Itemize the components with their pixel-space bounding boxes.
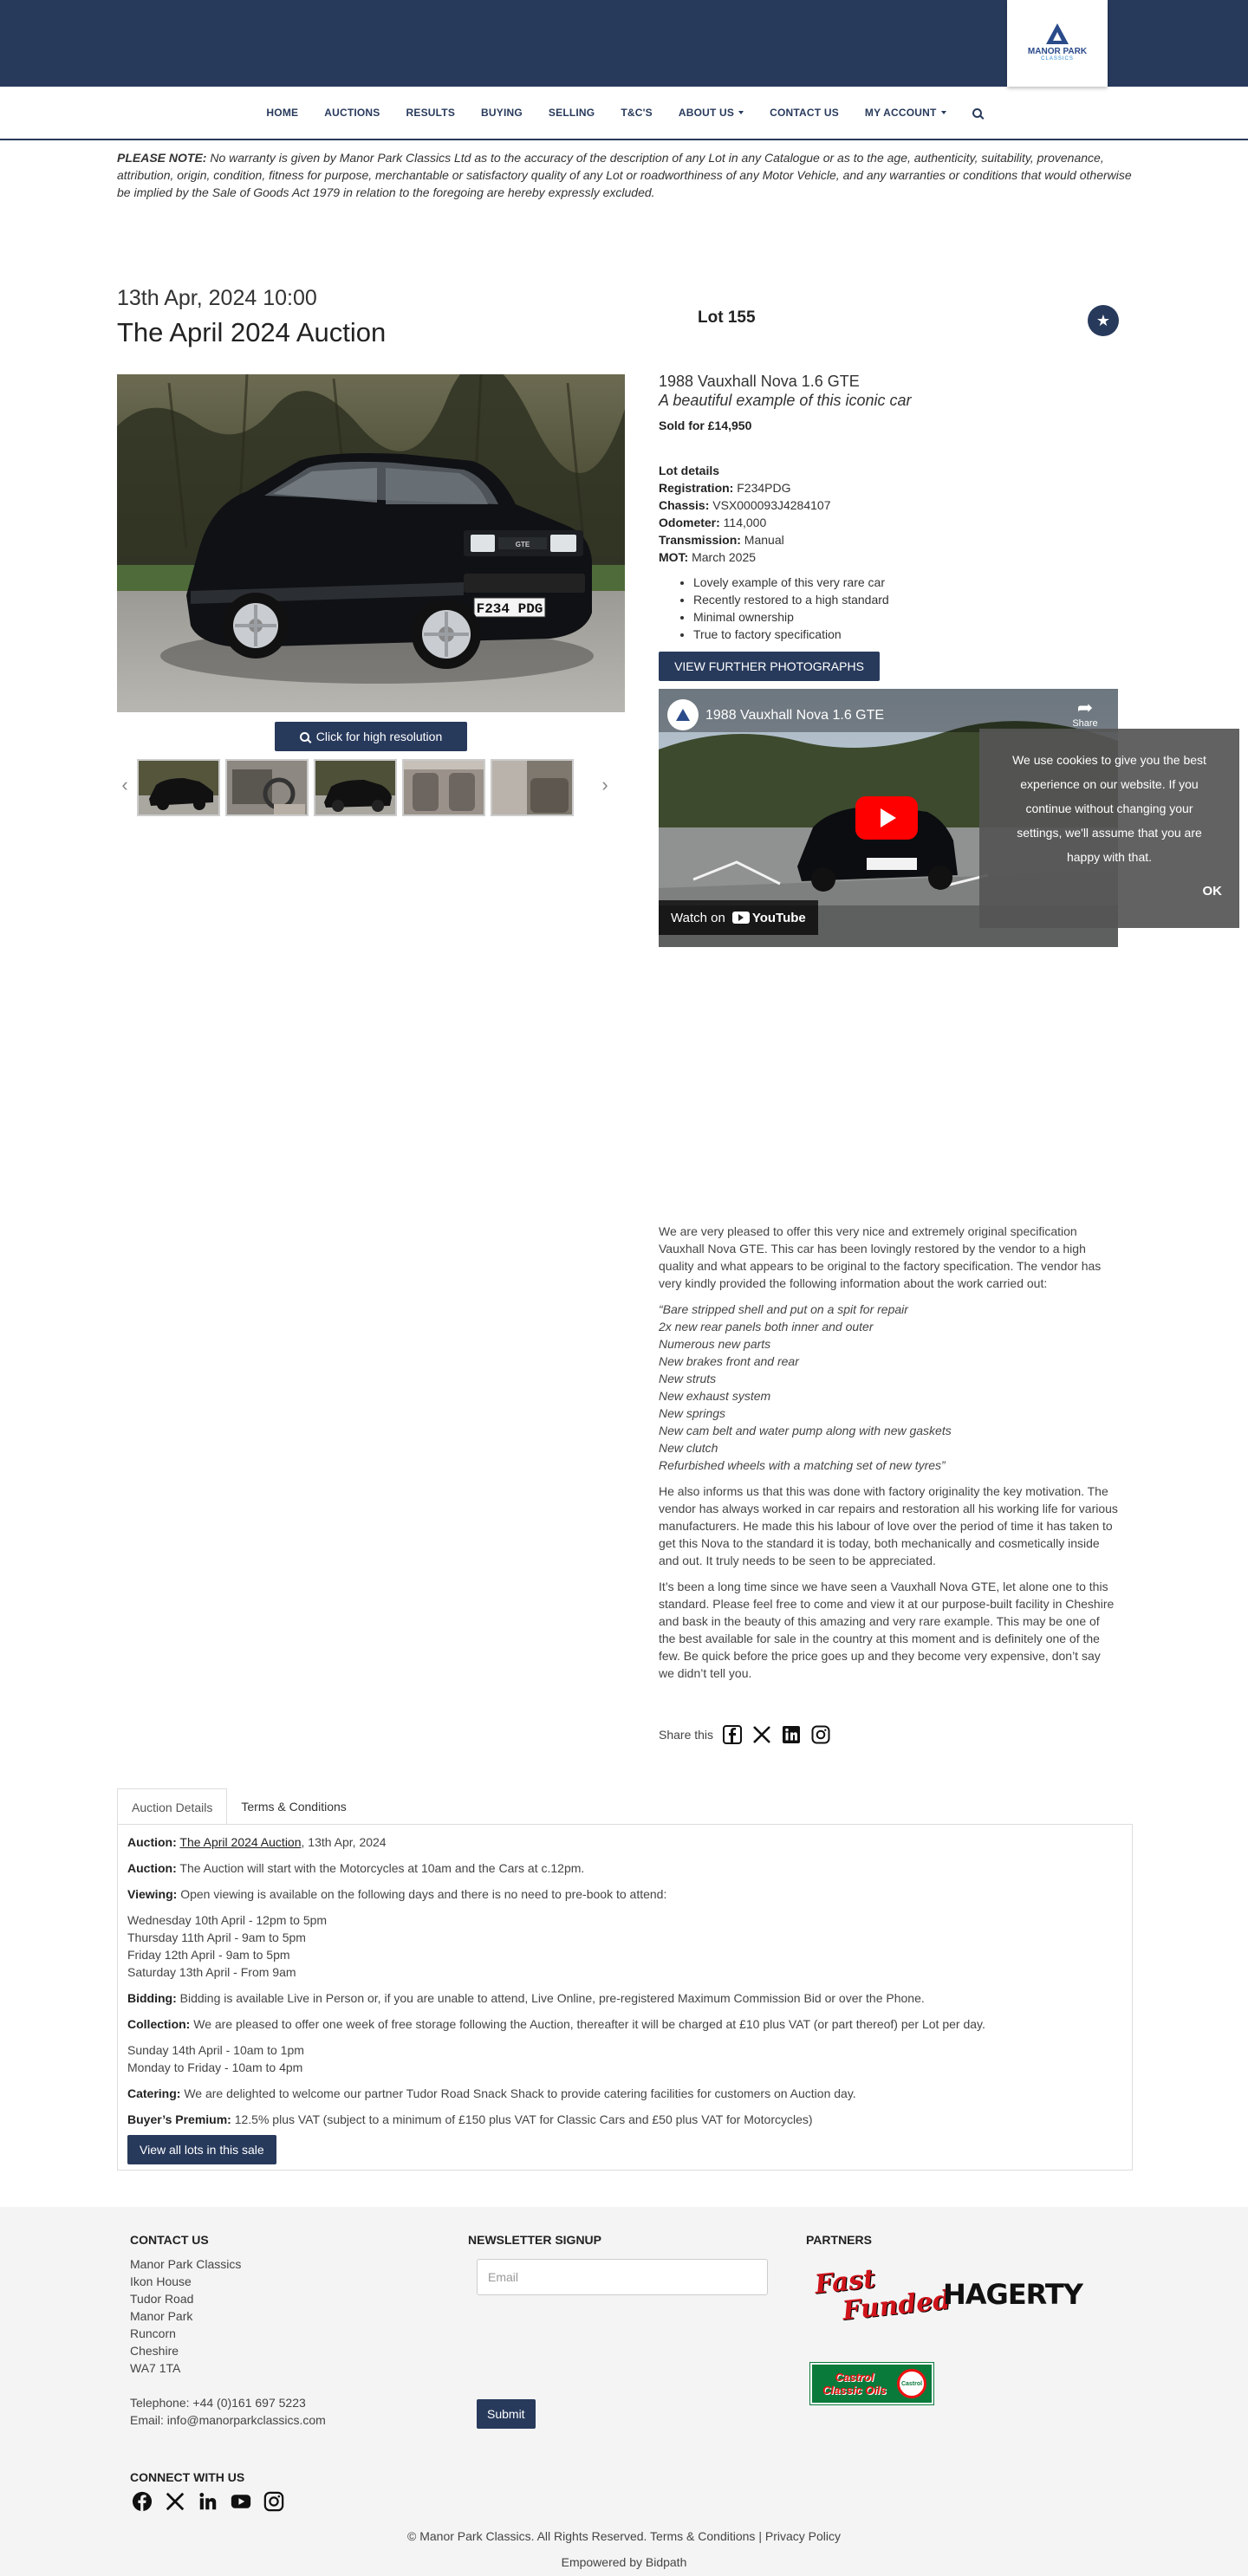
nav-contact-us[interactable] [757,107,852,119]
detail-label: Transmission: [659,533,741,547]
thumbnail-image[interactable] [402,759,485,816]
search-icon [300,732,309,742]
thumbnail-strip [137,759,595,820]
address-line: Runcorn [130,2326,176,2340]
partner-logo-text: Classic Oils [822,2384,887,2397]
play-icon [881,808,896,827]
castrol-badge-icon: Castrol [897,2369,926,2398]
row-text: We are pleased to offer one week of free storage following the Auction, thereafter it will be charged at £10 plus VAT (or part thereof) per Lot per day. [190,2017,985,2031]
thumbnail-image[interactable] [137,759,220,816]
address-line: Manor Park [130,2309,193,2323]
lot-details [659,462,830,566]
nav-label: MY ACCOUNT [864,107,937,119]
chevron-left-icon: ‹ [121,774,128,795]
auction-link[interactable]: The April 2024 Auction [179,1835,302,1849]
logo-mark-icon [1046,23,1069,44]
partner-logo-text: Funded [841,2285,952,2327]
share-label: Share [1072,718,1098,729]
empowered-by[interactable]: Empowered by Bidpath [561,2555,687,2569]
play-button[interactable] [855,796,918,840]
share-bar [659,1724,831,1745]
description-paragraph: He also informs us that this was done with factory originality the key motivation. The vendor has always worked in car repairs and restoration all his working life for various manufacturers. He made this his labour of love over the period of time it has taken to get this Nova to the standard it is today, both mechanically and cosmetically inside and out. It truly needs to be seen to be appreciated. [659,1484,1118,1567]
cookie-text: We use cookies to give you the best experience on our website. If you continue without changing your settings, we'll assume that you are happy with that. [1012,753,1206,864]
detail-registration [659,479,830,496]
auction-link-row [127,1833,1122,1851]
detail-value: March 2025 [688,550,757,564]
detail-value: Manual [740,533,784,547]
quote-line: “Bare stripped shell and put on a spit for repair [659,1302,908,1316]
sold-price: Sold for £14,950 [659,419,752,432]
collection-row [127,2015,1122,2033]
feature-item: • Minimal ownership [693,608,889,626]
nav-my-account[interactable] [852,107,959,119]
row-text: 12.5% plus VAT (subject to a minimum of £150 plus VAT for Classic Cars and £50 plus VAT for Motorcycles) [231,2112,813,2126]
connect-heading: CONNECT WITH US [130,2470,245,2484]
site-footer [0,2207,1248,2576]
viewing-day: Thursday 11th April - 9am to 5pm [127,1930,306,1944]
instagram-icon[interactable] [810,1724,831,1745]
caret-down-icon [738,111,744,114]
number-plate: F234 PDG [476,601,543,617]
nav-label: RESULTS [406,107,456,119]
address-line: Ikon House [130,2274,192,2288]
nav-label: SELLING [548,107,595,119]
address-line: Tudor Road [130,2292,194,2306]
row-label: Buyer’s Premium: [127,2112,231,2126]
notice-text: No warranty is given by Manor Park Classics Ltd as to the accuracy of the description of any Lot in any Catalogue or as to the age, authenticity, suitability, provenance, attribution, origin, condition, fitness for purpose, merchantable or satisfactory quality of any Lot or roadworthiness of any Motor Vehicle, and any warranties or conditions that would otherwise be implied by the Sale of Goods Act 1979 in relation to the foregoing are hereby expressly excluded. [117,151,1132,199]
youtube-logo [732,911,806,925]
partner-logo-text: Castrol [835,2371,874,2384]
video-share-button[interactable] [1068,698,1102,729]
address-line: WA7 1TA [130,2361,181,2375]
top-header [0,0,1248,87]
car-grille-badge: GTE [515,541,530,548]
terms-link[interactable]: Terms & Conditions [650,2529,756,2543]
feature-item: • Lovely example of this very rare car [693,574,889,591]
newsletter-heading: NEWSLETTER SIGNUP [468,2233,602,2247]
warranty-notice [117,149,1133,201]
youtube-icon [732,912,750,924]
share-arrow-icon: ➦ [1076,697,1094,718]
heading-text: Lot details [659,464,720,477]
partners-heading: PARTNERS [806,2233,872,2247]
tab-terms-conditions[interactable]: Terms & Conditions [241,1800,347,1814]
detail-chassis [659,496,830,514]
row-label: Auction: [127,1861,177,1875]
chevron-right-icon: › [601,774,608,795]
viewing-day: Saturday 13th April - From 9am [127,1965,296,1979]
quote-line: New cam belt and water pump along with new gaskets [659,1424,952,1437]
high-resolution-button[interactable] [275,722,467,751]
row-label: Catering: [127,2086,181,2100]
nav-auctions[interactable] [311,107,393,119]
logo-subtext: CLASSICS [1041,56,1074,62]
x-icon[interactable] [751,1724,772,1745]
partner-fast-funded-logo[interactable] [813,2263,952,2333]
newsletter-email-input[interactable] [477,2259,768,2295]
thumbnail-image[interactable] [314,759,397,816]
cookie-ok-button[interactable]: OK [1202,884,1222,899]
description-paragraph: It’s been a long time since we have seen a Vauxhall Nova GTE, let alone one to this standard. Please feel free to come and view it at our purpose-built facility in Cheshire and bask in the beauty of this amazing and very rare example. This may be one of the best available for sale in the country at this moment and is definitely one of the few. Be quick before the price goes up and they become very expensive, don’t say we didn’t tell you. [659,1580,1115,1680]
detail-label: Odometer: [659,516,720,529]
quote-line: New brakes front and rear [659,1354,799,1368]
viewing-day: Friday 12th April - 9am to 5pm [127,1948,290,1962]
quote-line: Numerous new parts [659,1337,771,1351]
nav-label: T&C'S [621,107,653,119]
search-icon [972,108,982,118]
video-title[interactable]: 1988 Vauxhall Nova 1.6 GTE [705,708,885,723]
quote-line: 2x new rear panels both inner and outer [659,1320,874,1333]
lot-description [659,1223,1118,1690]
auction-date: 13th Apr, 2024 10:00 [117,286,317,310]
thumbnail-next-button[interactable] [597,764,613,806]
lot-title: 1988 Vauxhall Nova 1.6 GTE [659,373,860,390]
youtube-icon[interactable] [231,2491,251,2512]
nav-label: BUYING [481,107,523,119]
caret-down-icon [941,111,946,114]
row-label: Collection: [127,2017,191,2031]
quote-line: Refurbished wheels with a matching set of new tyres” [659,1458,946,1472]
detail-value: VSX000093J4284107 [709,498,831,512]
bidding-row [127,1989,1122,2007]
auction-start-row [127,1859,1122,1877]
nav-selling[interactable] [536,107,608,119]
nav-label: CONTACT US [770,107,839,119]
nav-about-us[interactable] [666,107,757,119]
logo-mark-icon [676,709,690,721]
address-line: Manor Park Classics [130,2257,242,2271]
nav-buying[interactable] [468,107,536,119]
further-photographs-button[interactable]: VIEW FURTHER PHOTOGRAPHS [659,652,880,681]
watch-on-youtube-button[interactable] [659,900,818,935]
viewing-day: Wednesday 10th April - 12pm to 5pm [127,1913,328,1927]
quote-line: New exhaust system [659,1389,771,1403]
nav-home[interactable] [253,107,311,119]
row-label: Bidding: [127,1991,177,2005]
catering-row [127,2085,1122,2102]
share-label: Share this [659,1728,714,1742]
detail-label: Registration: [659,481,734,495]
nav-results[interactable] [393,107,469,119]
description-paragraph: We are very pleased to offer this very nice and extremely original specification Vauxhall Nova GTE. This car has been lovingly restored by the vendor to a high quality and what appears to be original to the factory specification. The vendor has very kindly provided the following information about the work carried out: [659,1224,1102,1290]
instagram-icon[interactable] [263,2491,284,2512]
watch-lot-button[interactable] [1088,305,1119,336]
privacy-link[interactable]: Privacy Policy [764,2529,841,2543]
row-text: We are delighted to welcome our partner Tudor Road Snack Shack to provide catering facilities for customers on Auction day. [180,2086,856,2100]
viewing-row [127,1885,1122,1903]
copyright-text: © Manor Park Classics. All Rights Reserved. [407,2529,647,2543]
row-text: Open viewing is available on the following days and there is no need to pre-book to attend: [177,1887,667,1901]
channel-avatar[interactable] [667,699,699,730]
notice-label: PLEASE NOTE: [117,151,207,165]
linkedin-icon[interactable] [198,2491,218,2512]
viewing-days [127,1911,1122,1981]
nav-terms[interactable] [608,107,666,119]
thumbnail-image[interactable] [491,759,574,816]
lot-features [693,574,889,643]
facebook-icon[interactable] [132,2491,153,2512]
nav-label: HOME [266,107,299,119]
row-text: The Auction will start with the Motorcycles at 10am and the Cars at c.12pm. [176,1861,585,1875]
view-all-lots-button[interactable]: View all lots in this sale [127,2135,276,2164]
partner-logo-text: Fast [813,2263,877,2300]
lot-details-heading [659,462,830,479]
linkedin-icon[interactable] [781,1724,802,1745]
high-resolution-label: Click for high resolution [315,730,443,743]
detail-label: Chassis: [659,498,710,512]
main-lot-photo[interactable] [117,374,625,712]
quote-line: New struts [659,1372,717,1385]
thumbnail-prev-button[interactable] [117,764,133,806]
collection-day: Sunday 14th April - 10am to 1pm [127,2043,304,2057]
auction-details-panel [117,1824,1133,2170]
detail-value: 114,000 [719,516,767,529]
separator: | [755,2529,765,2543]
main-nav [0,87,1248,140]
nav-search[interactable] [959,108,995,118]
feature-item: • Recently restored to a high standard [693,591,889,608]
contact-heading: CONTACT US [130,2233,209,2247]
work-carried-out-quote [659,1301,1118,1474]
address-line: Cheshire [130,2344,179,2358]
youtube-wordmark: YouTube [751,910,806,925]
x-icon[interactable] [165,2491,185,2512]
auction-tabs [117,1788,361,1825]
row-label: Auction: [127,1835,177,1849]
detail-value: F234PDG [733,481,791,495]
row-text: Bidding is available Live in Person or, if you are unable to attend, Live Online, pre-registered Maximum Commission Bid or over the Phone. [176,1991,925,2005]
nav-label: AUCTIONS [324,107,380,119]
lot-number: Lot 155 [698,308,756,327]
partner-hagerty-logo[interactable]: HAGERTY [943,2278,1082,2311]
quote-line: New clutch [659,1441,718,1455]
nav-label: ABOUT US [678,107,735,119]
facebook-icon[interactable] [722,1724,743,1745]
logo-text: MANOR PARK [1027,47,1088,57]
detail-label: MOT: [659,550,689,564]
detail-mot [659,548,830,566]
collection-days [127,2041,1122,2076]
detail-transmission [659,531,830,548]
collection-day: Monday to Friday - 10am to 4pm [127,2060,303,2074]
contact-address [130,2255,326,2429]
site-logo[interactable] [1007,0,1108,87]
quote-line: New springs [659,1406,726,1420]
tab-auction-details[interactable]: Auction Details [117,1788,227,1825]
auction-title: The April 2024 Auction [117,317,387,347]
feature-item: • True to factory specification [693,626,889,643]
row-label: Viewing: [127,1887,178,1901]
lot-subtitle: A beautiful example of this iconic car [659,392,912,409]
thumbnail-image[interactable] [225,759,309,816]
cookie-notice [979,729,1239,928]
newsletter-submit-button[interactable]: Submit [477,2399,536,2429]
partner-castrol-logo[interactable] [810,2363,933,2404]
premium-row [127,2111,1122,2128]
watch-on-label: Watch on [671,910,725,925]
auction-date-text: , 13th Apr, 2024 [301,1835,387,1849]
contact-telephone[interactable]: Telephone: +44 (0)161 697 5223 [130,2396,306,2410]
contact-email[interactable]: Email: info@manorparkclassics.com [130,2413,326,2427]
copyright-row [0,2529,1248,2543]
star-icon: ★ [1095,311,1111,329]
footer-social-links [132,2491,284,2512]
detail-odometer [659,514,830,531]
